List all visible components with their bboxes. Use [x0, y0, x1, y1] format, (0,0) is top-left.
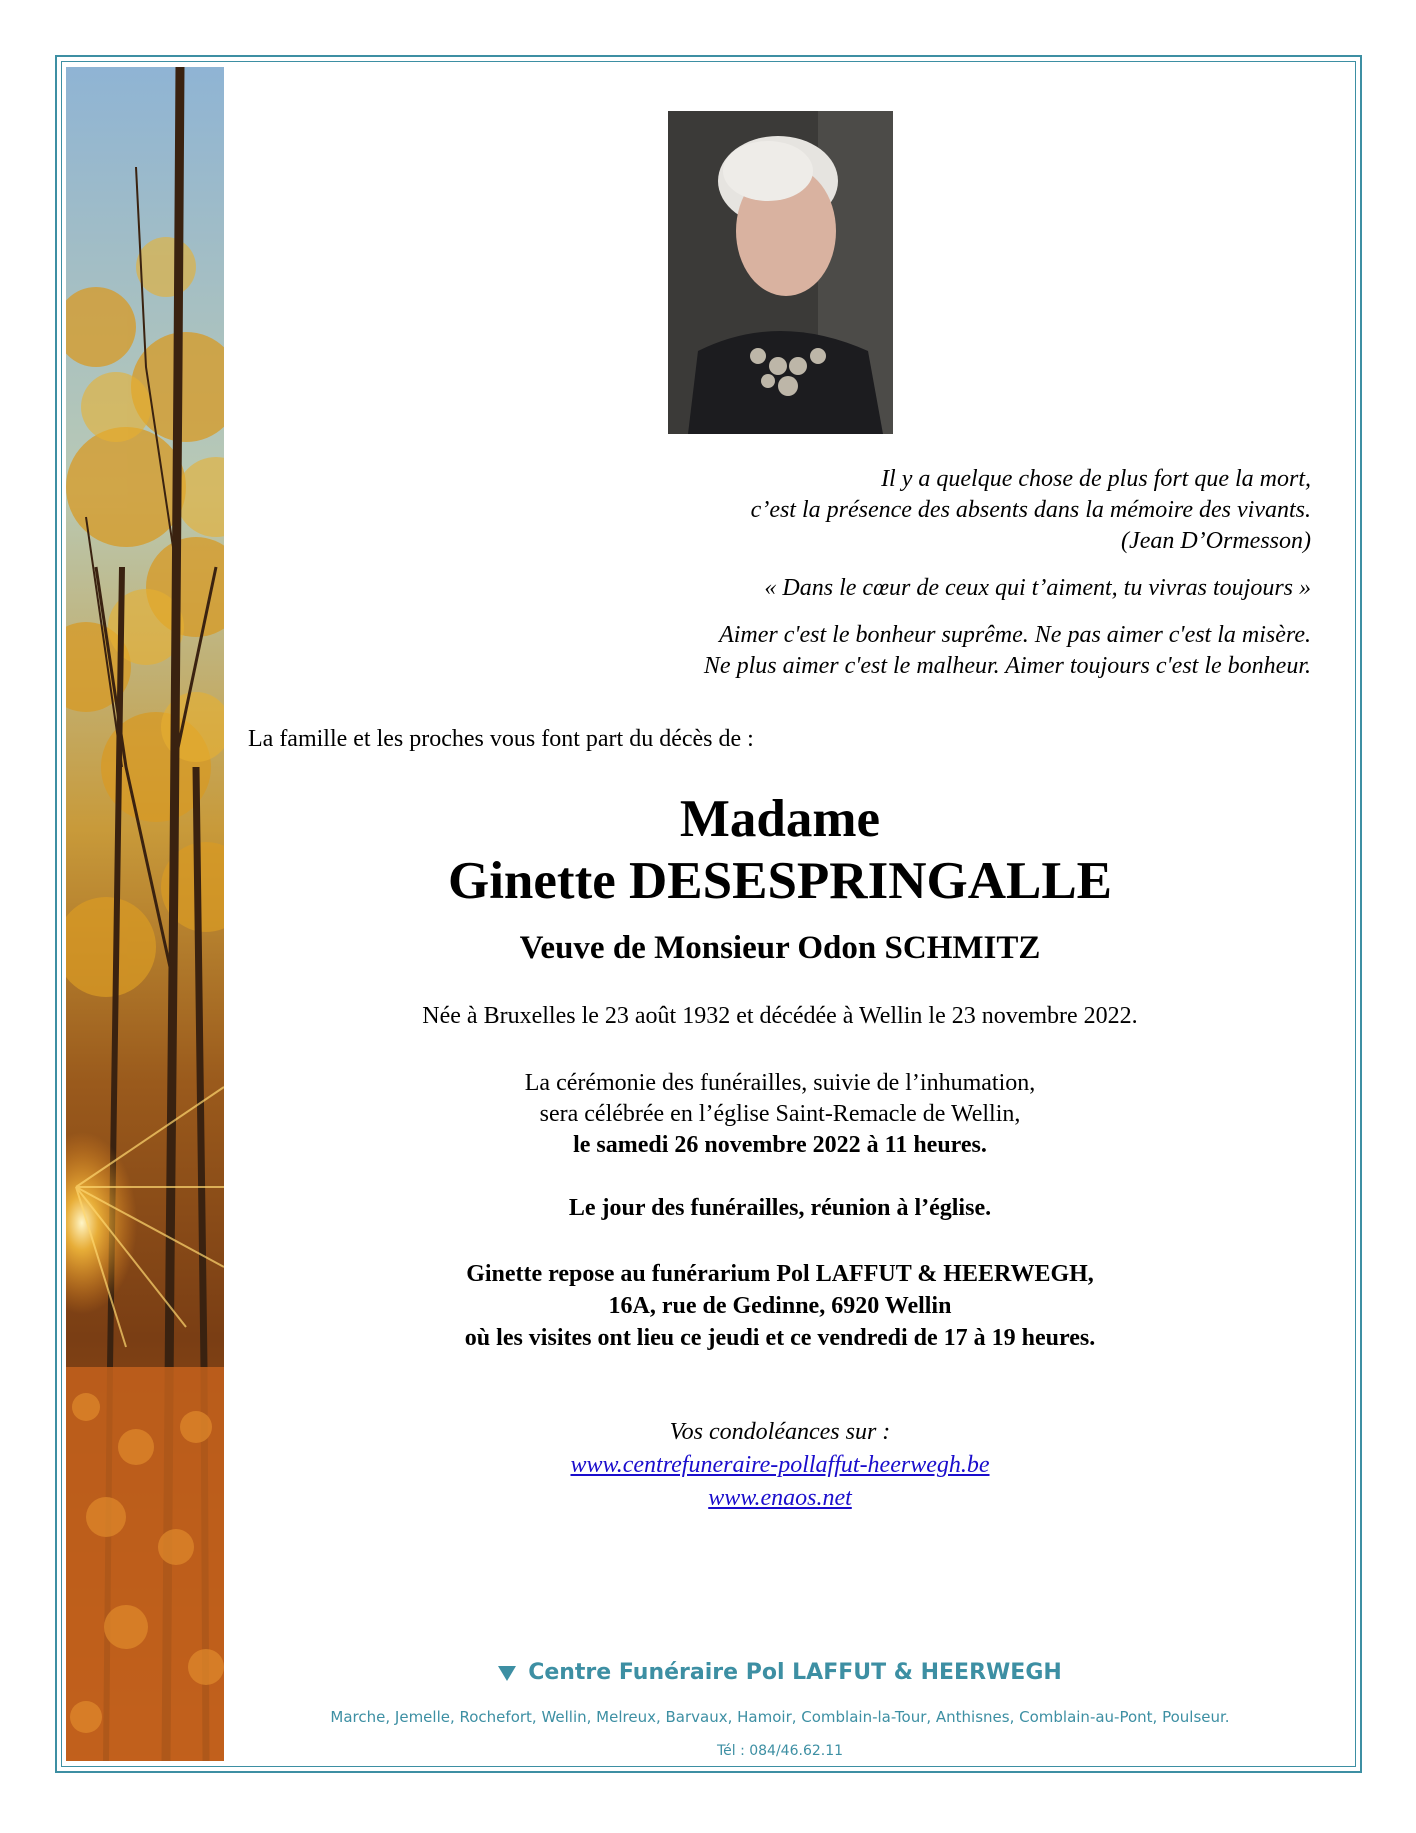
footer-title-text: Centre Funéraire Pol LAFFUT & HEERWEGH: [528, 1660, 1062, 1685]
resting-line-3: où les visites ont lieu ce jeudi et ce vendredi de 17 à 19 heures.: [464, 1325, 1096, 1351]
intro-text: La famille et les proches vous font part du décès de :: [248, 726, 754, 752]
quote-2: « Dans le cœur de ceux qui t’aiment, tu vivras toujours »: [764, 575, 1311, 601]
condolences-block: [248, 1416, 1312, 1515]
ceremony-line-1: La cérémonie des funérailles, suivie de l’inhumation,: [524, 1070, 1036, 1096]
resting-block: [248, 1258, 1312, 1354]
resting-line-1: Ginette repose au funérarium Pol LAFFUT & HEERWEGH,: [466, 1261, 1094, 1287]
resting-line-2: 16A, rue de Gedinne, 6920 Wellin: [608, 1293, 952, 1319]
gathering-note: Le jour des funérailles, réunion à l’église.: [568, 1195, 992, 1221]
footer-title: [248, 1660, 1312, 1685]
quote-1-author: (Jean D’Ormesson): [1121, 528, 1311, 554]
footer-phone: Tél : 084/46.62.11: [716, 1743, 844, 1759]
deceased-name-block: [248, 788, 1312, 912]
enaos-link[interactable]: www.enaos.net: [708, 1485, 852, 1511]
deceased-name: Ginette DESESPRINGALLE: [447, 852, 1113, 910]
triangle-down-icon: [498, 1666, 516, 1681]
condolences-label: Vos condoléances sur :: [669, 1419, 891, 1445]
footer-places: Marche, Jemelle, Rochefort, Wellin, Melreux, Barvaux, Hamoir, Comblain-la-Tour, Anthisnes, Comblain-au-Pont, Poulseur.: [330, 1708, 1230, 1726]
quote-1-line-1: Il y a quelque chose de plus fort que la mort,: [881, 466, 1311, 492]
ceremony-line-2: sera célébrée en l’église Saint-Remacle de Wellin,: [539, 1101, 1021, 1127]
quote-1-line-2: c’est la présence des absents dans la mémoire des vivants.: [750, 497, 1311, 523]
autumn-trees-image: [66, 67, 224, 1761]
ceremony-block: [248, 1068, 1312, 1161]
birth-death-line: Née à Bruxelles le 23 août 1932 et décédée à Wellin le 23 novembre 2022.: [422, 1003, 1138, 1029]
ceremony-date: le samedi 26 novembre 2022 à 11 heures.: [573, 1132, 987, 1158]
quotes-block: [491, 464, 1311, 682]
portrait-photo: [668, 111, 893, 434]
quote-3-line-2: Ne plus aimer c'est le malheur. Aimer toujours c'est le bonheur.: [703, 653, 1311, 679]
widow-of: Veuve de Monsieur Odon SCHMITZ: [519, 930, 1041, 966]
funeral-centre-link[interactable]: www.centrefuneraire-pollaffut-heerwegh.be: [570, 1452, 990, 1478]
quote-3-line-1: Aimer c'est le bonheur suprême. Ne pas aimer c'est la misère.: [719, 622, 1311, 648]
deceased-title: Madame: [679, 790, 881, 848]
